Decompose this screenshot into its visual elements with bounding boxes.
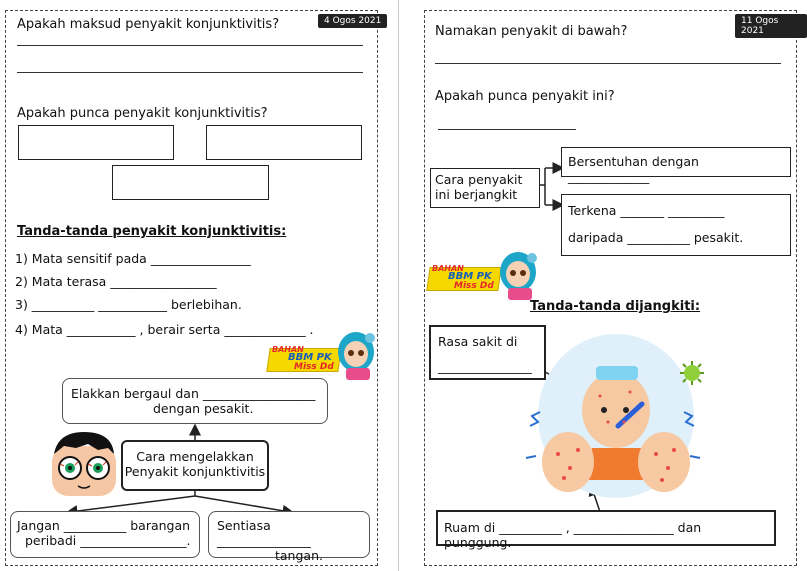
sick-child-illustration xyxy=(518,330,708,502)
prevention-tip-box[interactable]: Sentiasa _______________ tangan. xyxy=(208,511,370,558)
hijab-girl-illustration xyxy=(496,248,542,304)
left-question-2: Apakah punca penyakit konjunktivitis? xyxy=(17,106,268,121)
pain-location-box[interactable]: Rasa sakit di _______________ xyxy=(429,325,546,380)
symptom-item: 2) Mata terasa _________________ xyxy=(15,274,217,289)
symptom-item: 3) __________ ___________ berlebihan. xyxy=(15,297,242,312)
prevention-tip-box[interactable]: Jangan __________ barangan peribadi _________________. xyxy=(10,511,200,558)
right-symptoms-heading: Tanda-tanda dijangkiti: xyxy=(530,299,701,314)
left-question-1: Apakah maksud penyakit konjunktivitis? xyxy=(17,17,280,32)
bbm-pk-logo: BAHAN BBM PK Miss Dd xyxy=(428,262,524,294)
transmission-expose-box[interactable]: Terkena _______ _________ daripada __________ pesakit. xyxy=(561,194,791,256)
rash-location-box[interactable]: Ruam di __________ , ________________ dan punggung. xyxy=(436,510,776,546)
transmission-touch-box[interactable]: Bersentuhan dengan _____________ xyxy=(561,147,791,177)
symptom-item: 1) Mata sensitif pada ________________ xyxy=(15,251,251,266)
transmission-label-box: Cara penyakit ini berjangkit xyxy=(430,168,540,208)
prevention-center-box: Cara mengelakkan Penyakit konjunktivitis xyxy=(121,440,269,491)
prevention-tip-box[interactable]: Elakkan bergaul dan __________________ dengan pesakit. xyxy=(62,378,328,424)
right-question-2: Apakah punca penyakit ini? xyxy=(435,89,615,104)
right-date-badge: 11 Ogos 2021 xyxy=(735,14,807,38)
left-date-badge: 4 Ogos 2021 xyxy=(318,14,387,28)
symptom-item: 4) Mata ___________ , berair serta _____________ . xyxy=(15,322,314,337)
virus-icon xyxy=(680,361,704,385)
bbm-pk-logo: BAHAN BBM PK Miss Dd xyxy=(268,343,364,375)
left-symptoms-heading: Tanda-tanda penyakit konjunktivitis: xyxy=(17,224,287,239)
right-question-1: Namakan penyakit di bawah? xyxy=(435,24,628,39)
